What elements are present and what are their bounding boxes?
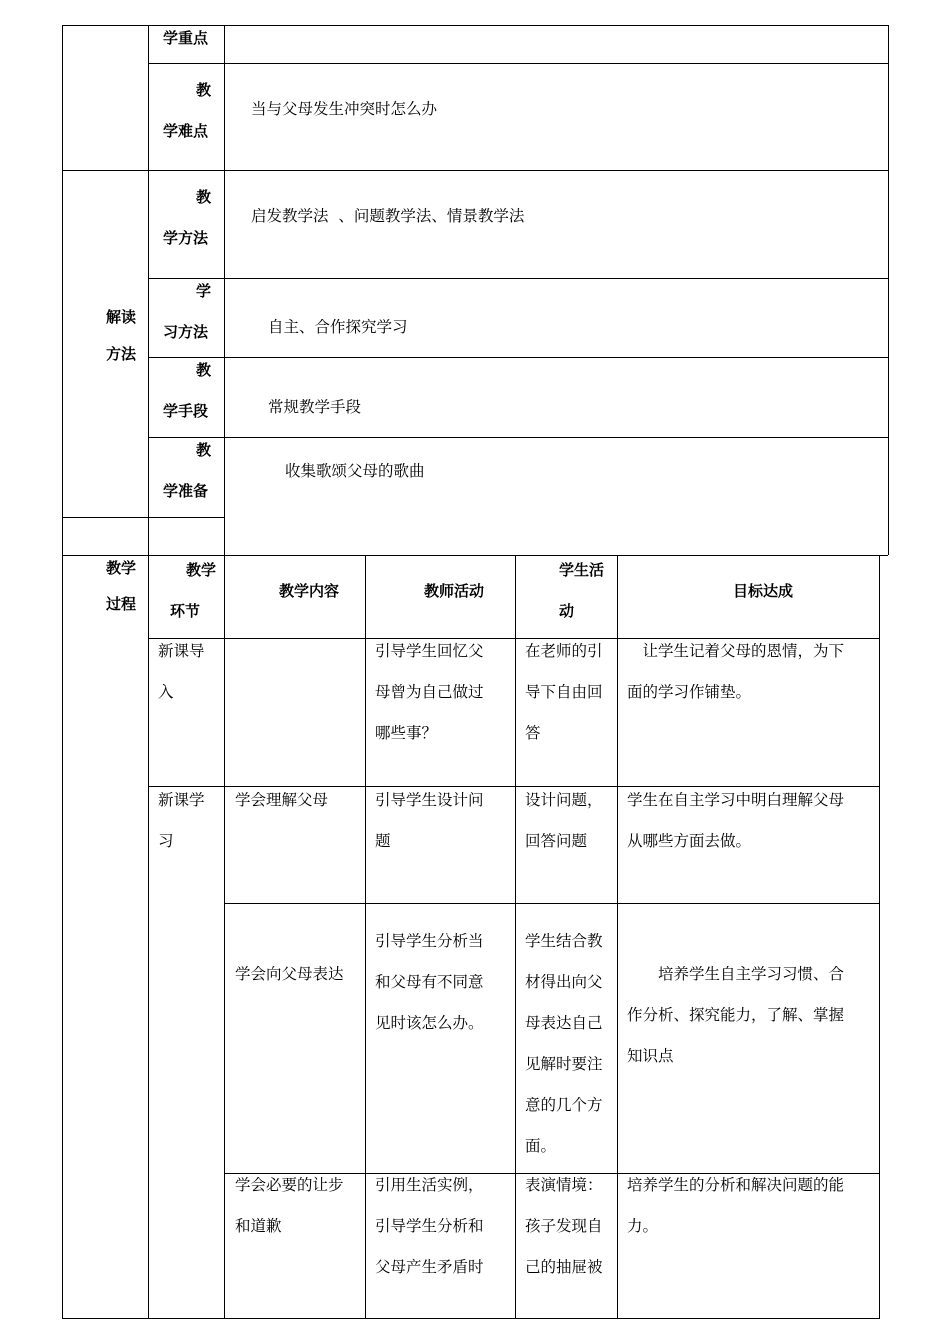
row-3-student-line: 见解时要注 xyxy=(525,1055,603,1073)
teaching-means-value: 常规教学手段 xyxy=(268,398,362,416)
grid-line xyxy=(365,555,366,1319)
header-teacher: 教师活动 xyxy=(424,582,485,600)
difficulty-label-2: 学难点 xyxy=(163,122,209,140)
grid-line xyxy=(224,903,879,904)
grid-line xyxy=(148,278,888,279)
grid-line xyxy=(148,437,888,438)
key-points-label: 学重点 xyxy=(163,29,209,47)
header-student-1: 学生活 xyxy=(559,561,605,579)
row-3-student-line: 意的几个方 xyxy=(525,1096,603,1114)
learning-method-label-2: 习方法 xyxy=(163,323,209,341)
grid-line xyxy=(62,1318,879,1319)
header-stage-2: 环节 xyxy=(170,602,201,620)
row-2-stage-line: 新课学 xyxy=(158,791,205,809)
row-3-goal-line: 培养学生自主学习习惯、合 xyxy=(627,965,845,983)
grid-line xyxy=(515,555,516,1319)
row-2-goal-line: 从哪些方面去做。 xyxy=(627,832,752,850)
row-2-student-line: 设计问题， xyxy=(525,791,603,809)
grid-line xyxy=(879,555,880,1319)
teaching-method-label-1: 教 xyxy=(196,188,212,206)
row-3-goal-line: 知识点 xyxy=(627,1047,674,1065)
header-content: 教学内容 xyxy=(279,582,340,600)
row-1-student-line: 答 xyxy=(525,724,541,742)
header-student-2: 动 xyxy=(559,602,575,620)
row-3-teacher-line: 见时该怎么办。 xyxy=(375,1014,484,1032)
process-section-label-2: 过程 xyxy=(106,595,137,613)
teaching-method-label-2: 学方法 xyxy=(163,229,209,247)
row-4-goal-line: 力。 xyxy=(627,1217,659,1235)
grid-line xyxy=(888,25,889,555)
row-3-student-line: 面。 xyxy=(525,1137,557,1155)
row-1-teacher-line: 母曾为自己做过 xyxy=(375,683,484,701)
grid-line xyxy=(62,170,888,171)
row-4-goal-line: 培养学生的分析和解决问题的能 xyxy=(627,1176,845,1194)
row-3-teacher-line: 引导学生分析当 xyxy=(375,932,484,950)
teaching-method-value: 启发教学法 、问题教学法、情景教学法 xyxy=(251,207,525,225)
row-3-student-line: 学生结合教 xyxy=(525,932,603,950)
row-4-teacher-line: 引用生活实例， xyxy=(375,1176,484,1194)
grid-line xyxy=(148,25,149,1319)
row-4-student-line: 表演情境： xyxy=(525,1176,603,1194)
grid-line xyxy=(148,63,888,64)
row-2-stage-line: 习 xyxy=(158,832,174,850)
row-4-content-line: 和道歉 xyxy=(235,1217,282,1235)
grid-line xyxy=(62,25,63,1319)
process-section-label-1: 教学 xyxy=(106,559,137,577)
learning-method-value: 自主、合作探究学习 xyxy=(268,318,408,336)
method-group-label-1: 解读 xyxy=(106,308,137,326)
header-stage-1: 教学 xyxy=(186,561,217,579)
method-group-label-2: 方法 xyxy=(106,345,137,363)
row-3-student-line: 母表达自己 xyxy=(525,1014,603,1032)
grid-line xyxy=(617,555,618,1319)
row-3-student-line: 材得出向父 xyxy=(525,973,603,991)
teaching-prep-value: 收集歌颂父母的歌曲 xyxy=(285,462,425,480)
teaching-means-label-2: 学手段 xyxy=(163,402,209,420)
row-1-teacher-line: 引导学生回忆父 xyxy=(375,642,484,660)
row-1-stage-line: 新课导 xyxy=(158,642,205,660)
row-3-teacher-line: 和父母有不同意 xyxy=(375,973,484,991)
row-1-student-line: 导下自由回 xyxy=(525,683,603,701)
grid-line xyxy=(224,25,225,1319)
row-4-content-line: 学会必要的让步 xyxy=(235,1176,344,1194)
row-4-teacher-line: 父母产生矛盾时 xyxy=(375,1258,484,1276)
grid-line xyxy=(62,517,224,518)
learning-method-label-1: 学 xyxy=(196,282,212,300)
row-2-goal-line: 学生在自主学习中明白理解父母 xyxy=(627,791,845,809)
row-4-student-line: 孩子发现自 xyxy=(525,1217,603,1235)
row-3-content-line: 学会向父母表达 xyxy=(235,965,344,983)
row-2-content-line: 学会理解父母 xyxy=(235,791,329,809)
row-4-teacher-line: 引导学生分析和 xyxy=(375,1217,484,1235)
row-3-goal-line: 作分析、探究能力，了解、掌握 xyxy=(627,1006,845,1024)
row-1-stage-line: 入 xyxy=(158,683,174,701)
row-4-student-line: 己的抽屉被 xyxy=(525,1258,603,1276)
difficulty-label-1: 教 xyxy=(196,81,212,99)
row-1-teacher-line: 哪些事？ xyxy=(375,724,438,742)
difficulty-value: 当与父母发生冲突时怎么办 xyxy=(251,100,438,118)
header-goal: 目标达成 xyxy=(733,582,794,600)
row-1-goal-line: 让学生记着父母的恩情，为下 xyxy=(627,642,845,660)
teaching-means-label-1: 教 xyxy=(196,361,212,379)
teaching-prep-label-1: 教 xyxy=(196,441,212,459)
row-2-teacher-line: 题 xyxy=(375,832,391,850)
grid-line xyxy=(148,357,888,358)
row-2-student-line: 回答问题 xyxy=(525,832,588,850)
row-1-student-line: 在老师的引 xyxy=(525,642,603,660)
row-2-teacher-line: 引导学生设计问 xyxy=(375,791,484,809)
teaching-prep-label-2: 学准备 xyxy=(163,482,209,500)
row-1-goal-line: 面的学习作铺垫。 xyxy=(627,683,752,701)
